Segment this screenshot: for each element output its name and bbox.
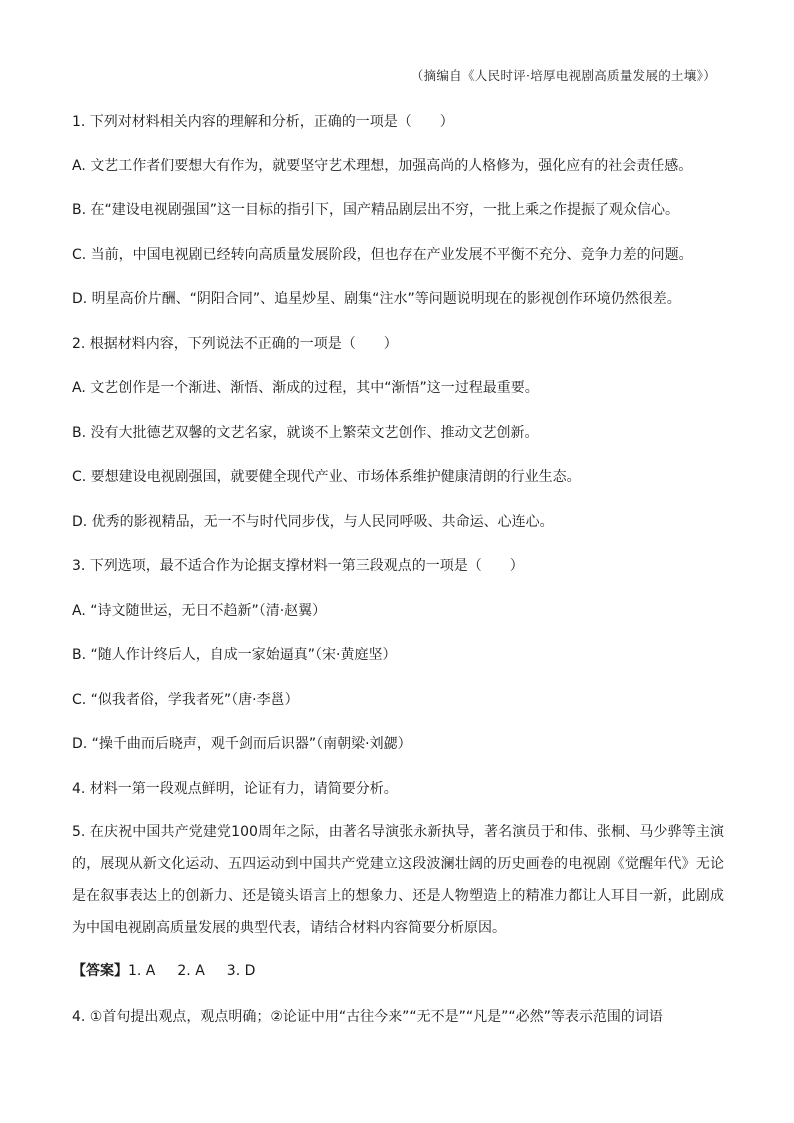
q4-stem: 4. 材料一第一段观点鲜明，论证有力，请简要分析。 [72, 781, 398, 797]
q3-option-d: D. “操千曲而后晓声，观千剑而后识器”（南朝梁·刘勰） [72, 736, 412, 752]
q2-option-c: C. 要想建设电视剧强国，就要健全现代产业、市场体系维护健康清朗的行业生态。 [72, 469, 581, 485]
q5-stem: 5. 在庆祝中国共产党建党100周年之际，由著名导演张永新执导，著名演员于和伟、张桐、马少骅等主演的，展现从新文化运动、五四运动到中国共产党建立这段波澜壮阔的历史画卷的电视剧《觉醒年代》无论是在叙事表达上的创新力、还是镜头语言上的想象力、还是人物塑造上的精准力都让人耳目一新，此剧成为中国电视剧高质量发展的典型代表，请结合材料内容简要分析原因。 [72, 824, 724, 936]
q1-stem: 1. 下列对材料相关内容的理解和分析，正确的一项是（ ） [72, 114, 454, 130]
answer-4: 4. ①首句提出观点，观点明确；②论证中用“古往今来”“无不是”“凡是”“必然”等表示范围的词语 [72, 1009, 663, 1025]
answer-2: 2. A [177, 963, 205, 979]
q3-option-a: A. “诗文随世运，无日不趋新”（清·赵翼） [72, 603, 327, 619]
q1-option-d: D. 明星高价片酬、“阴阳合同”、追星炒星、剧集“注水”等问题说明现在的影视创作环境仍然很差。 [72, 291, 681, 307]
q2-option-b: B. 没有大批德艺双馨的文艺名家，就谈不上繁荣文艺创作、推动文艺创新。 [72, 425, 539, 441]
q1-option-b: B. 在“建设电视剧强国”这一目标的指引下，国产精品剧层出不穷，一批上乘之作提振了观众信心。 [72, 202, 680, 218]
q2-option-d: D. 优秀的影视精品，无一不与时代同步伐，与人民同呼吸、共命运、心连心。 [72, 514, 554, 530]
source-citation: （摘编自《人民时评·培厚电视剧高质量发展的土壤》） [410, 68, 716, 83]
q2-stem: 2. 根据材料内容，下列说法不正确的一项是（ ） [72, 336, 398, 352]
answer-1: 1. A [128, 963, 156, 979]
q1-option-c: C. 当前，中国电视剧已经转向高质量发展阶段，但也存在产业发展不平衡不充分、竞争力差的问题。 [72, 247, 693, 263]
answer-line [72, 961, 722, 981]
q1-option-a: A. 文艺工作者们要想大有作为，就要坚守艺术理想，加强高尚的人格修为，强化应有的社会责任感。 [72, 158, 693, 174]
q3-option-c: C. “似我者俗，学我者死”（唐·李邕） [72, 692, 299, 708]
q3-stem: 3. 下列选项，最不适合作为论据支撑材料一第三段观点的一项是（ ） [72, 558, 524, 574]
answer-3: 3. D [226, 963, 256, 979]
q2-option-a: A. 文艺创作是一个渐进、渐悟、渐成的过程，其中“渐悟”这一过程最重要。 [72, 380, 539, 396]
answer-label: 【答案】 [72, 963, 128, 979]
q3-option-b: B. “随人作计终后人，自成一家始逼真”（宋·黄庭坚） [72, 647, 397, 663]
